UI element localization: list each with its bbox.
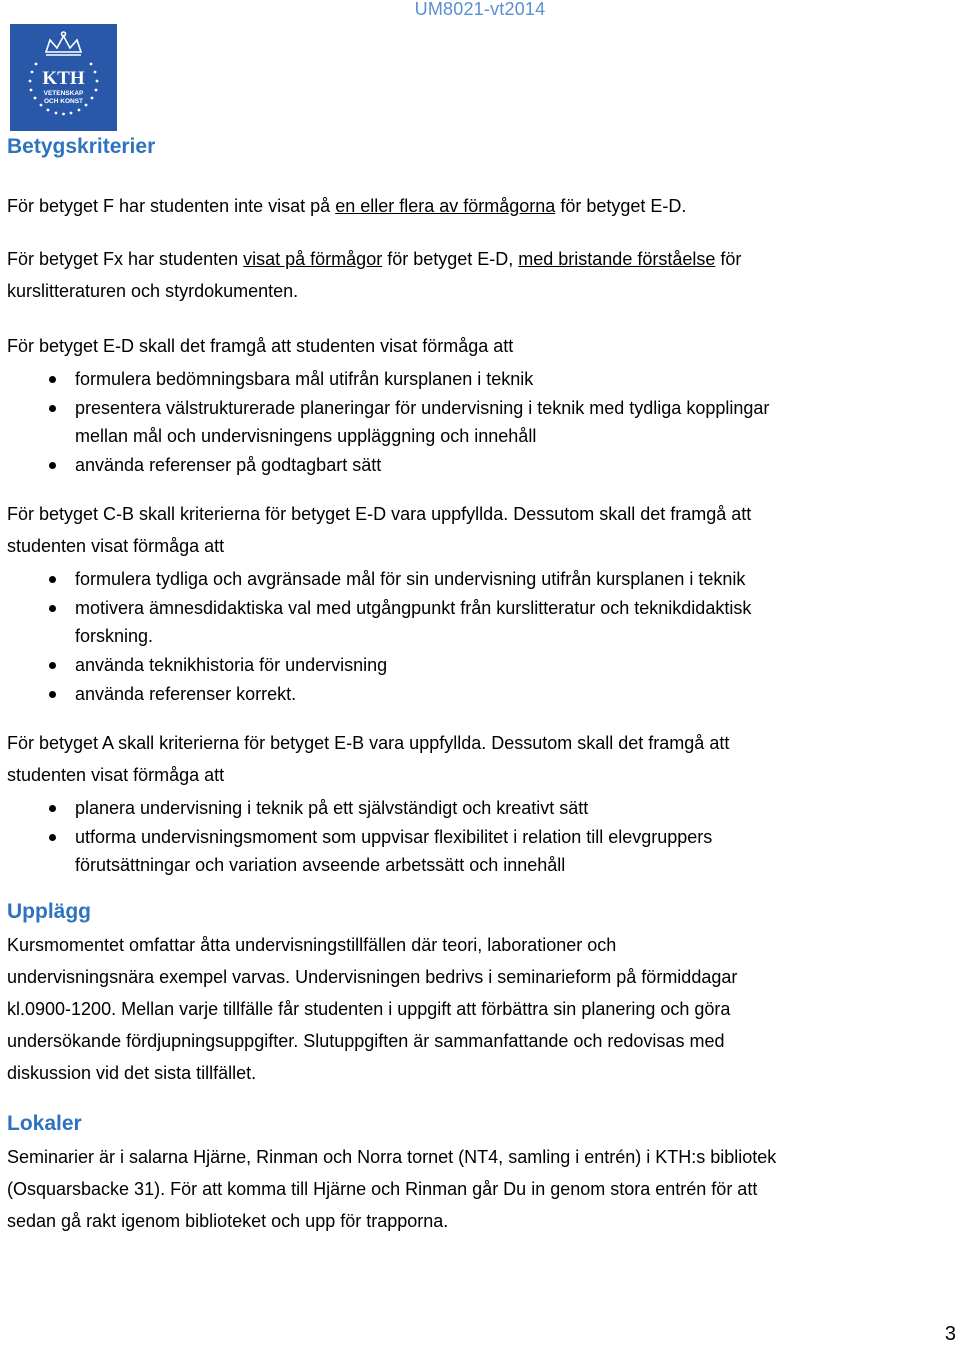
list-item-continuation: förutsättningar och variation avseende arbetssätt och innehåll bbox=[75, 855, 566, 876]
kth-logo bbox=[10, 24, 117, 131]
heading-upplagg: Upplägg bbox=[7, 900, 91, 923]
list-item: använda teknikhistoria för undervisning bbox=[7, 651, 937, 680]
logo-subtitle-1: VETENSKAP bbox=[43, 90, 84, 97]
heading-betygskriterier: Betygskriterier bbox=[7, 135, 156, 158]
list-item: formulera bedömningsbara mål utifrån kursplanen i teknik bbox=[7, 365, 937, 394]
upplagg-text: Kursmomentet omfattar åtta undervisningstillfällen där teori, laborationer och undervisningsnära exempel varvas. Undervisningen bedrivs i seminarieform på förmiddagar kl.0900-1200. Mellan varje tillfälle får studenten i uppgift att förbättra sin planering och göra undersökande fördjupningsuppgifter. Slutuppgiften är sammanfattande och redovisas med diskussion vid det sista tillfället. bbox=[7, 935, 738, 1083]
list-item: presentera välstrukturerade planeringar för undervisning i teknik med tydliga kopplingar bbox=[7, 394, 937, 423]
page-number: 3 bbox=[944, 1323, 956, 1345]
criteria-cb-intro: För betyget C-B skall kriterierna för betyget E-D vara uppfyllda. Dessutom skall det framgå att studenten visat förmåga att bbox=[7, 504, 752, 556]
criteria-fx: För betyget Fx har studenten visat på förmågor för betyget E-D, med bristande förståelse för kurslitteraturen och styrdokumenten. bbox=[7, 249, 742, 301]
list-item: planera undervisning i teknik på ett självständigt och kreativt sätt bbox=[7, 794, 937, 823]
criteria-a-list bbox=[7, 794, 937, 880]
list-item: motivera ämnesdidaktiska val med utgångpunkt från kurslitteratur och teknikdidaktisk bbox=[7, 594, 937, 623]
criteria-cb-list bbox=[7, 565, 937, 709]
list-item: använda referenser på godtagbart sätt bbox=[7, 451, 937, 480]
document-code: UM8021-vt2014 bbox=[414, 0, 546, 19]
list-item-continuation: forskning. bbox=[75, 626, 154, 647]
list-item: formulera tydliga och avgränsade mål för sin undervisning utifrån kursplanen i teknik bbox=[7, 565, 937, 594]
logo-subtitle-2: OCH KONST bbox=[44, 98, 83, 105]
criteria-f: För betyget F har studenten inte visat på en eller flera av förmågorna för betyget E-D. bbox=[7, 196, 687, 216]
criteria-a-intro: För betyget A skall kriterierna för betyget E-B vara uppfyllda. Dessutom skall det framgå att studenten visat förmåga att bbox=[7, 733, 730, 785]
list-item: utforma undervisningsmoment som uppvisar flexibilitet i relation till elevgruppers bbox=[7, 823, 937, 852]
logo-text: KTH bbox=[42, 68, 85, 89]
criteria-ed-list bbox=[7, 365, 937, 480]
lokaler-text: Seminarier är i salarna Hjärne, Rinman och Norra tornet (NT4, samling i entrén) i KTH:s bibliotek (Osquarsbacke 31). För att komma till Hjärne och Rinman går Du in genom stora entrén för att sedan gå rakt igenom biblioteket och upp för trapporna. bbox=[7, 1147, 777, 1231]
heading-lokaler: Lokaler bbox=[7, 1112, 82, 1135]
list-item-continuation: mellan mål och undervisningens uppläggning och innehåll bbox=[75, 426, 537, 447]
list-item: använda referenser korrekt. bbox=[7, 680, 937, 709]
criteria-ed-intro: För betyget E-D skall det framgå att studenten visat förmåga att bbox=[7, 336, 514, 356]
